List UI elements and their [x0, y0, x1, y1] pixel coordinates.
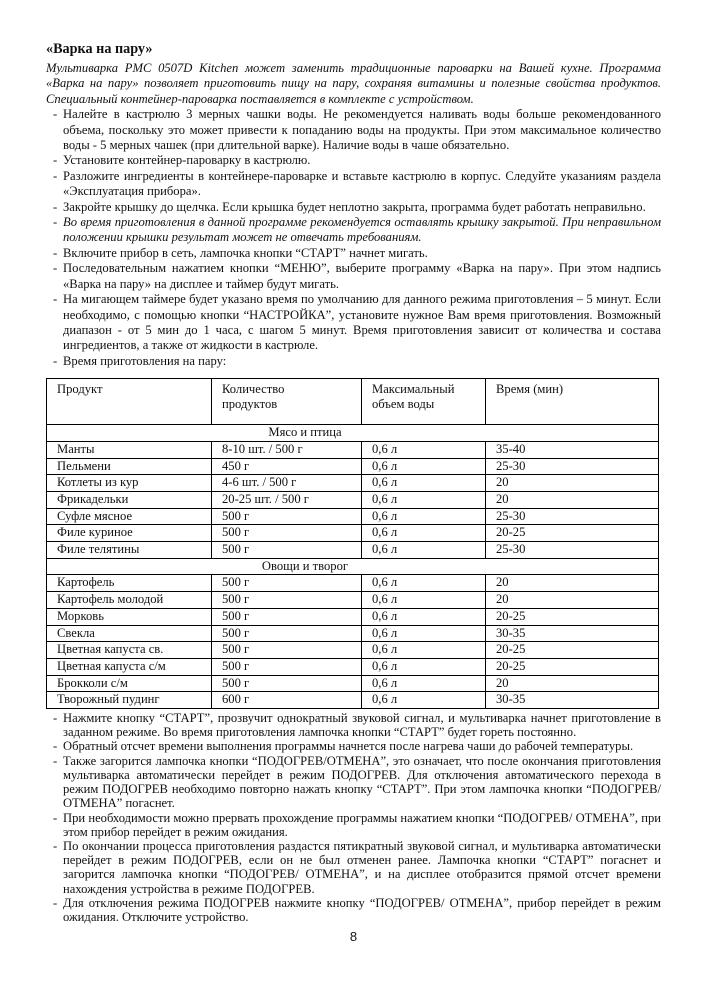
- list-item: - Разложите ингредиенты в контейнере-пароварке и вставьте кастрюлю в корпус. Следуйте указаниям раздела «Эксплуатация прибора».: [46, 169, 661, 200]
- cell-water: 0,6 л: [362, 525, 486, 542]
- cell-product: Котлеты из кур: [47, 475, 212, 492]
- table-row: [47, 491, 659, 508]
- list-item: - При необходимости можно прервать прохождение программы нажатием кнопки “ПОДОГРЕВ/ ОТМЕНА”, при этом прибор перейдет в режим ожидания.: [46, 811, 661, 839]
- table-section-name: Овощи и творог: [47, 558, 659, 575]
- cell-time: 20-25: [486, 525, 659, 542]
- table-row: [47, 692, 659, 709]
- cell-quantity: 500 г: [212, 642, 362, 659]
- table-row: [47, 458, 659, 475]
- cell-water: 0,6 л: [362, 441, 486, 458]
- cell-time: 25-30: [486, 542, 659, 559]
- cell-time: 20: [486, 592, 659, 609]
- list-item: - Также загорится лампочка кнопки “ПОДОГРЕВ/ОТМЕНА”, это означает, что после окончания приготовления мультиварка автоматически перейдет в режим ПОДОГРЕВ. Для отключения автоматического перехода в режим ПОДОГРЕВ необходимо повторно нажать кнопку “СТАРТ”. При этом лампочка кнопки “ПОДОГРЕВ/ОТМЕНА” погаснет.: [46, 754, 661, 811]
- header-water-text: Максимальный объем воды: [372, 382, 455, 412]
- cell-quantity: 450 г: [212, 458, 362, 475]
- cell-water: 0,6 л: [362, 458, 486, 475]
- section-title: «Варка на пару»: [46, 41, 153, 57]
- list-item: - Закройте крышку до щелчка. Если крышка будет неплотно закрыта, программа будет работать неправильно.: [46, 200, 661, 215]
- cell-quantity: 500 г: [212, 675, 362, 692]
- cell-water: 0,6 л: [362, 542, 486, 559]
- cell-product: Суфле мясное: [47, 508, 212, 525]
- header-time: Время (мин): [486, 379, 659, 425]
- cell-time: 30-35: [486, 625, 659, 642]
- cell-water: 0,6 л: [362, 592, 486, 609]
- steps-after-list: [46, 711, 661, 924]
- table-row: [47, 508, 659, 525]
- cell-water: 0,6 л: [362, 658, 486, 675]
- table-row: [47, 575, 659, 592]
- table-header-row: [47, 379, 659, 425]
- cell-time: 20: [486, 675, 659, 692]
- cell-product: Пельмени: [47, 458, 212, 475]
- table-body: [47, 425, 659, 709]
- header-quantity: [212, 379, 362, 425]
- table-row: [47, 592, 659, 609]
- cell-quantity: 500 г: [212, 658, 362, 675]
- cell-time: 20: [486, 575, 659, 592]
- cell-water: 0,6 л: [362, 675, 486, 692]
- list-item: - На мигающем таймере будет указано время по умолчанию для данного режима приготовления – 5 минут. Если необходимо, с помощью кнопки “НАСТРОЙКА”, установите нужное Вам время приготовления. Возможный диапазон - от 5 мин до 1 часа, с шагом 5 минут. Время приготовления зависит от количества и состава ингредиентов, а также от жидкости в кастрюле.: [46, 292, 661, 354]
- list-item: - Установите контейнер-пароварку в кастрюлю.: [46, 153, 661, 168]
- cell-product: Цветная капуста св.: [47, 642, 212, 659]
- cell-time: 20-25: [486, 658, 659, 675]
- cell-time: 20-25: [486, 608, 659, 625]
- table-section-name: Мясо и птица: [47, 425, 659, 442]
- cell-quantity: 500 г: [212, 542, 362, 559]
- table-row: [47, 475, 659, 492]
- list-item: - Включите прибор в сеть, лампочка кнопки “СТАРТ” начнет мигать.: [46, 246, 661, 261]
- cell-quantity: 500 г: [212, 575, 362, 592]
- header-quantity-text: Количество продуктов: [222, 382, 285, 412]
- cell-quantity: 500 г: [212, 508, 362, 525]
- cell-water: 0,6 л: [362, 608, 486, 625]
- cell-water: 0,6 л: [362, 475, 486, 492]
- cell-product: Брокколи с/м: [47, 675, 212, 692]
- cell-time: 35-40: [486, 441, 659, 458]
- cell-quantity: 500 г: [212, 525, 362, 542]
- cell-time: 20: [486, 475, 659, 492]
- table-row: [47, 542, 659, 559]
- list-item: - По окончании процесса приготовления раздастся пятикратный звуковой сигнал, и мультиварка автоматически перейдет в режим ПОДОГРЕВ, если он не был отменен ранее. Лампочка кнопки “СТАРТ” погаснет и загорится лампочка кнопки “ПОДОГРЕВ/ ОТМЕНА”, и на дисплее отобразится прямой отсчет времени нахождения устройства в режиме ПОДОГРЕВ.: [46, 839, 661, 896]
- cell-quantity: 500 г: [212, 625, 362, 642]
- steam-time-table: [46, 378, 659, 709]
- cell-water: 0,6 л: [362, 692, 486, 709]
- table-section-row: [47, 558, 659, 575]
- intro-paragraph: Мультиварка PMC 0507D Kitchen может заменить традиционные пароварки на Вашей кухне. Программа «Варка на пару» позволяет приготовить пищу на пару, сохраняя витамины и полезные свойства продуктов. Специальный контейнер-пароварка поставляется в комплекте с устройством.: [46, 61, 661, 106]
- cell-product: Свекла: [47, 625, 212, 642]
- list-item: - Последовательным нажатием кнопки “МЕНЮ”, выберите программу «Варка на пару». При этом надпись «Варка на пару» на дисплее и таймер будут мигать.: [46, 261, 661, 292]
- steps-before-list: [46, 107, 661, 369]
- cell-product: Филе телятины: [47, 542, 212, 559]
- cell-product: Фрикадельки: [47, 491, 212, 508]
- table-row: [47, 642, 659, 659]
- cell-water: 0,6 л: [362, 575, 486, 592]
- page-number: 8: [349, 929, 358, 944]
- cell-quantity: 500 г: [212, 608, 362, 625]
- table-row: [47, 608, 659, 625]
- table-row: [47, 658, 659, 675]
- cell-water: 0,6 л: [362, 642, 486, 659]
- list-item: - Для отключения режима ПОДОГРЕВ нажмите кнопку “ПОДОГРЕВ/ ОТМЕНА”, прибор перейдет в режим ожидания. Отключите устройство.: [46, 896, 661, 924]
- cell-quantity: 20-25 шт. / 500 г: [212, 491, 362, 508]
- list-item: - Налейте в кастрюлю 3 мерных чашки воды. Не рекомендуется наливать воды больше рекомендованного объема, поскольку это может привести к попаданию воды на продукты. При этом максимальное количество воды - 5 мерных чашек (при длительной варке). Наличие воды в чаше обязательно.: [46, 107, 661, 153]
- cell-water: 0,6 л: [362, 508, 486, 525]
- cell-product: Цветная капуста с/м: [47, 658, 212, 675]
- cell-product: Картофель молодой: [47, 592, 212, 609]
- cell-product: Филе куриное: [47, 525, 212, 542]
- header-water: [362, 379, 486, 425]
- cell-time: 25-30: [486, 508, 659, 525]
- cell-product: Манты: [47, 441, 212, 458]
- cell-quantity: 600 г: [212, 692, 362, 709]
- table-row: [47, 525, 659, 542]
- header-product: Продукт: [47, 379, 212, 425]
- table-row: [47, 441, 659, 458]
- cell-water: 0,6 л: [362, 491, 486, 508]
- cell-quantity: 8-10 шт. / 500 г: [212, 441, 362, 458]
- cell-product: Творожный пудинг: [47, 692, 212, 709]
- cell-quantity: 500 г: [212, 592, 362, 609]
- cell-time: 20-25: [486, 642, 659, 659]
- cell-time: 20: [486, 491, 659, 508]
- list-item: - Обратный отсчет времени выполнения программы начнется после нагрева чаши до рабочей температуры.: [46, 739, 661, 753]
- table-row: [47, 625, 659, 642]
- list-item: - Время приготовления на пару:: [46, 354, 661, 369]
- cell-time: 25-30: [486, 458, 659, 475]
- list-item: - Нажмите кнопку “СТАРТ”, прозвучит однократный звуковой сигнал, и мультиварка начнет приготовление в заданном режиме. Во время приготовления лампочка кнопки “СТАРТ” будет гореть постоянно.: [46, 711, 661, 739]
- list-item: - Во время приготовления в данной программе рекомендуется оставлять крышку закрытой. При неправильном положении крышки результат может не отвечать требованиям.: [46, 215, 661, 246]
- cell-product: Морковь: [47, 608, 212, 625]
- cell-time: 30-35: [486, 692, 659, 709]
- table-row: [47, 675, 659, 692]
- cell-product: Картофель: [47, 575, 212, 592]
- cell-quantity: 4-6 шт. / 500 г: [212, 475, 362, 492]
- table-section-row: [47, 425, 659, 442]
- cell-water: 0,6 л: [362, 625, 486, 642]
